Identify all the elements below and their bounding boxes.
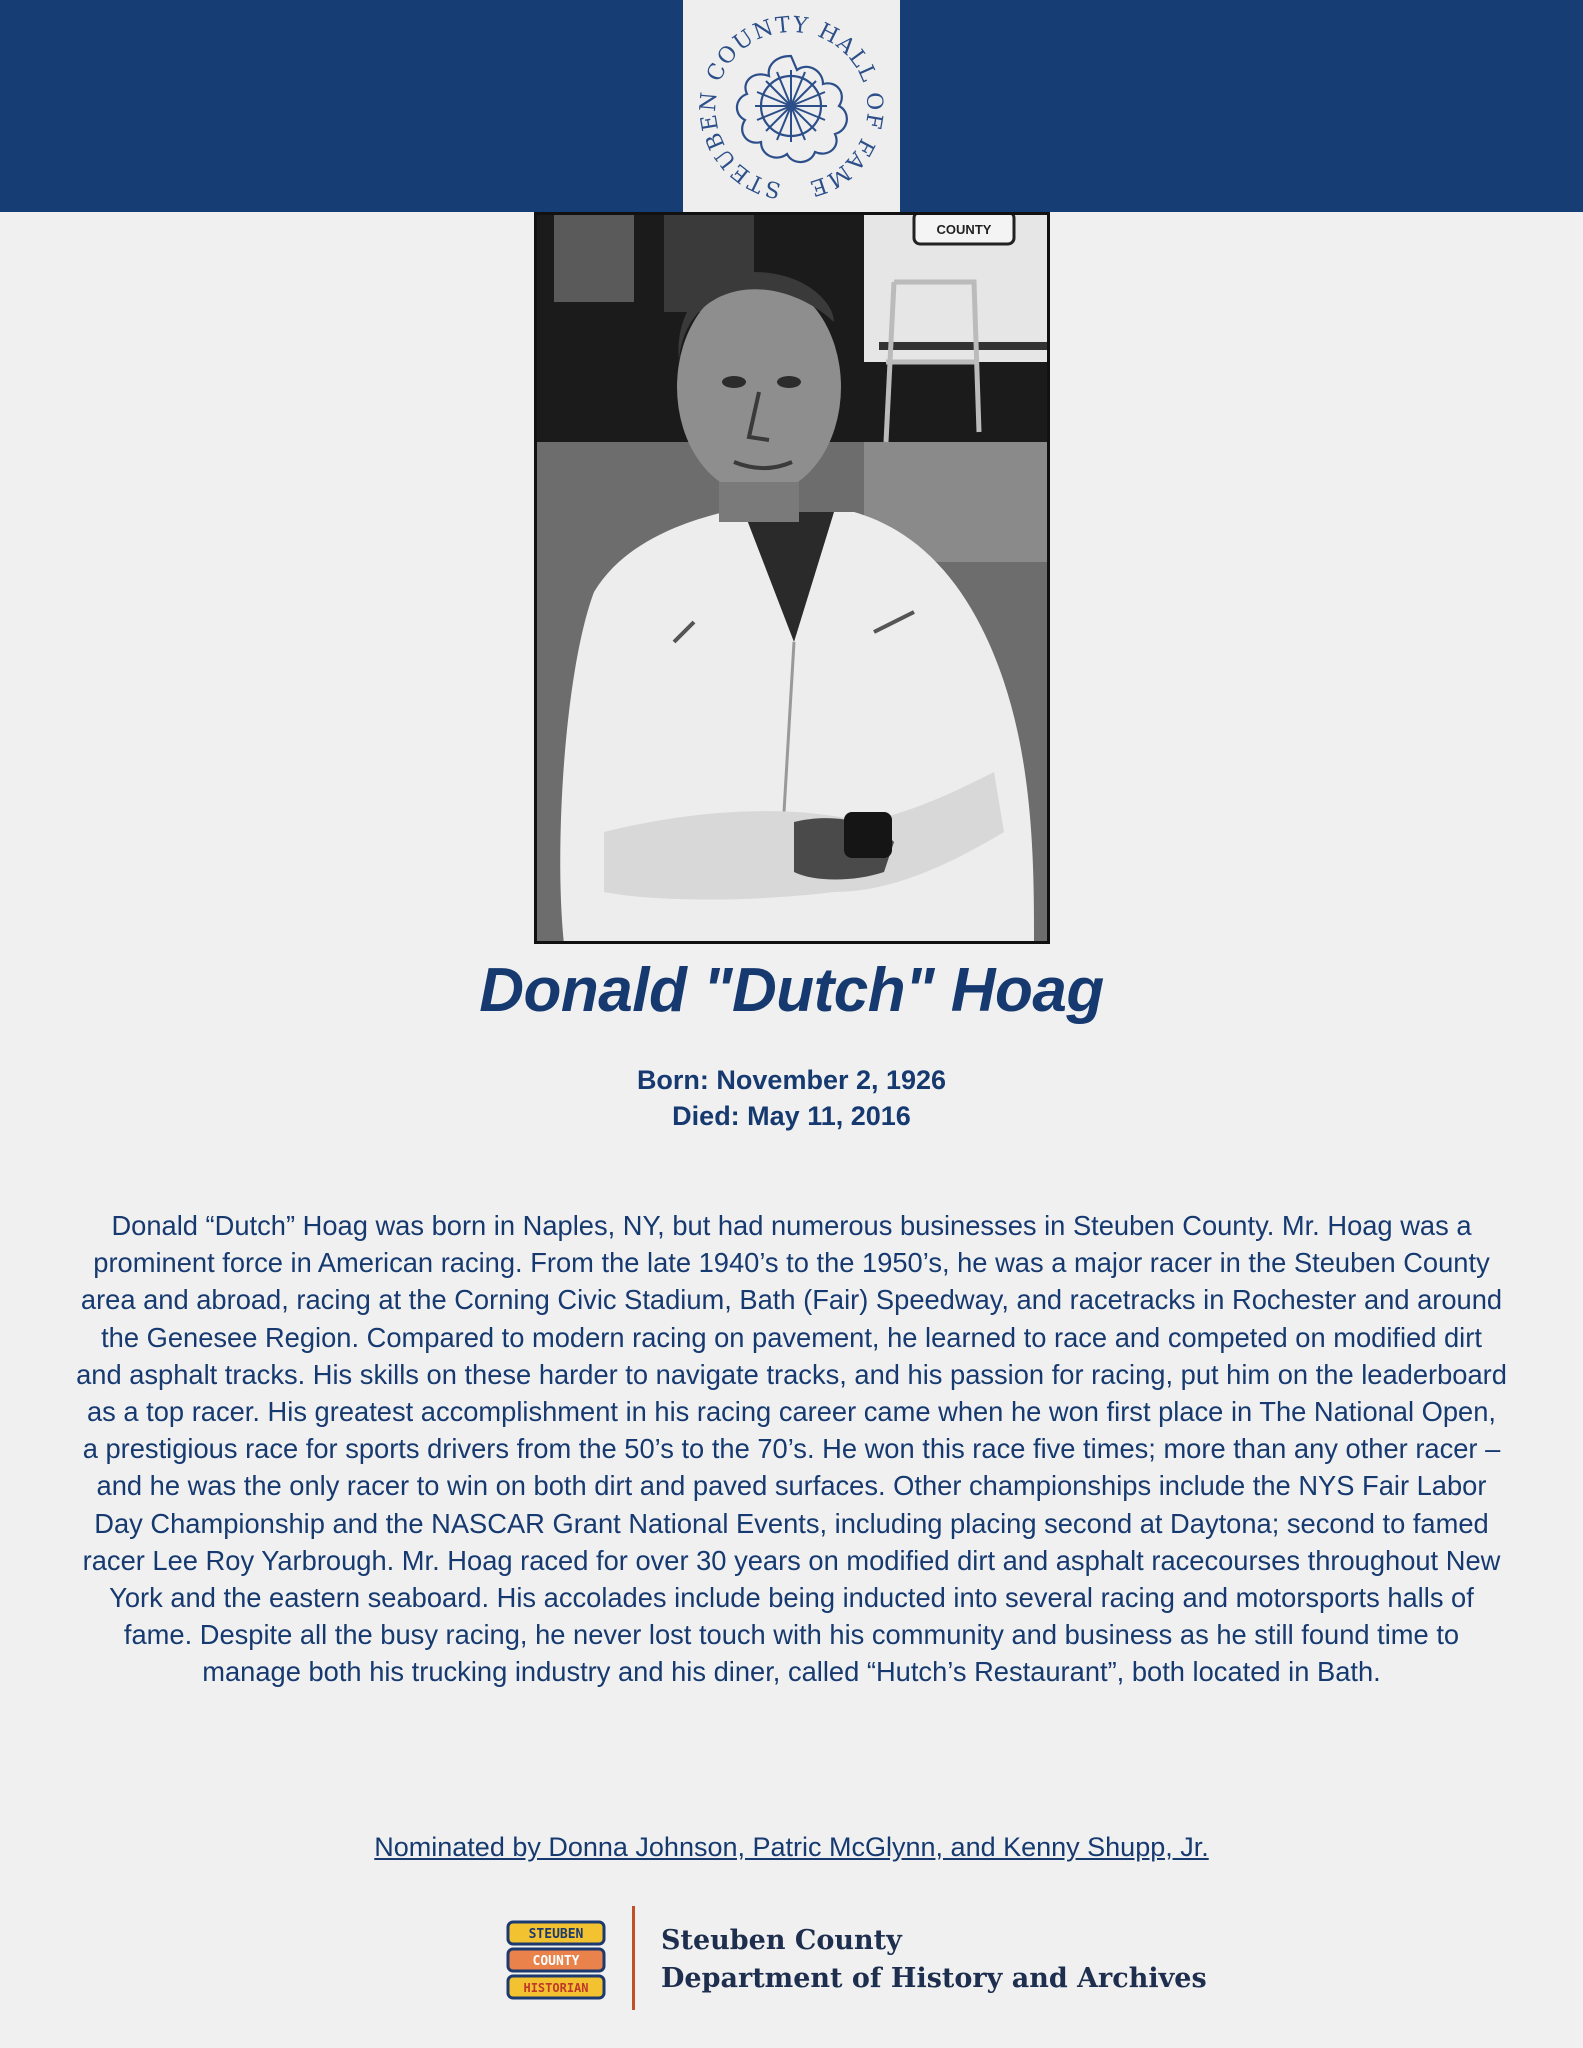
biography-text: Donald “Dutch” Hoag was born in Naples, NY, but had numerous businesses in Steuben County. Mr. Hoag was a prominent force in American racing. From the late 1940’s to the 1950’s, he was a major racer in the Steuben County area and abroad, racing at the Corning Civic Stadium, Bath (Fair) Speedway, and racetracks in Rochester and around the Genesee Region. Compared to modern racing on pavement, he learned to race and competed on modified dirt and asphalt tracks. His skills on these harder to navigate tracks, and his passion for racing, put him on the leaderboard as a top racer. His greatest accomplishment in his racing career came when he won first place in The National Open, a prestigious race for sports drivers from the 50’s to the 70’s. He won this race five times; more than any other racer – and he was the only racer to win on both dirt and paved surfaces. Other championships include the NYS Fair Labor Day Championship and the NASCAR Grant National Events, including placing second at Daytona; second to famed racer Lee Roy Yarbrough. Mr. Hoag raced for over 30 years on modified dirt and asphalt racecourses throughout New York and the eastern seaboard. His accolades include being inducted into several racing and motorsports halls of fame. Despite all the busy racing, he never lost touch with his community and business as he still found time to manage both his trucking industry and his diner, called “Hutch’s Restaurant”, both located in Bath.	[76, 1210, 1507, 1688]
county-historian-logo-icon	[505, 1920, 609, 2000]
department-name	[661, 1922, 1207, 1998]
seal-text: STEUBEN COUNTY HALL OF FAME	[696, 12, 888, 203]
trailer-sign-text: COUNTY	[936, 222, 992, 237]
portrait-image	[534, 212, 1050, 944]
seal-emblem-icon	[683, 0, 900, 212]
logo-line-county: COUNTY	[532, 1954, 580, 1969]
portrait-photo	[534, 212, 1050, 944]
logo-line-historian: HISTORIAN	[523, 1981, 589, 1995]
died-date: Died: May 11, 2016	[672, 1101, 911, 1131]
logo-line-steuben: STEUBEN	[528, 1927, 584, 1942]
hall-of-fame-seal	[683, 0, 900, 212]
footer-branding	[505, 1902, 1207, 2012]
department-line-1: Steuben County	[661, 1925, 902, 1956]
department-line-2: Department of History and Archives	[661, 1963, 1207, 1994]
nominated-by: Nominated by Donna Johnson, Patric McGlynn, and Kenny Shupp, Jr.	[374, 1832, 1209, 1862]
life-dates	[0, 1062, 1583, 1134]
born-date: Born: November 2, 1926	[636, 1065, 947, 1095]
footer-divider	[632, 1906, 635, 2010]
person-name: Donald "Dutch" Hoag	[479, 956, 1104, 1025]
